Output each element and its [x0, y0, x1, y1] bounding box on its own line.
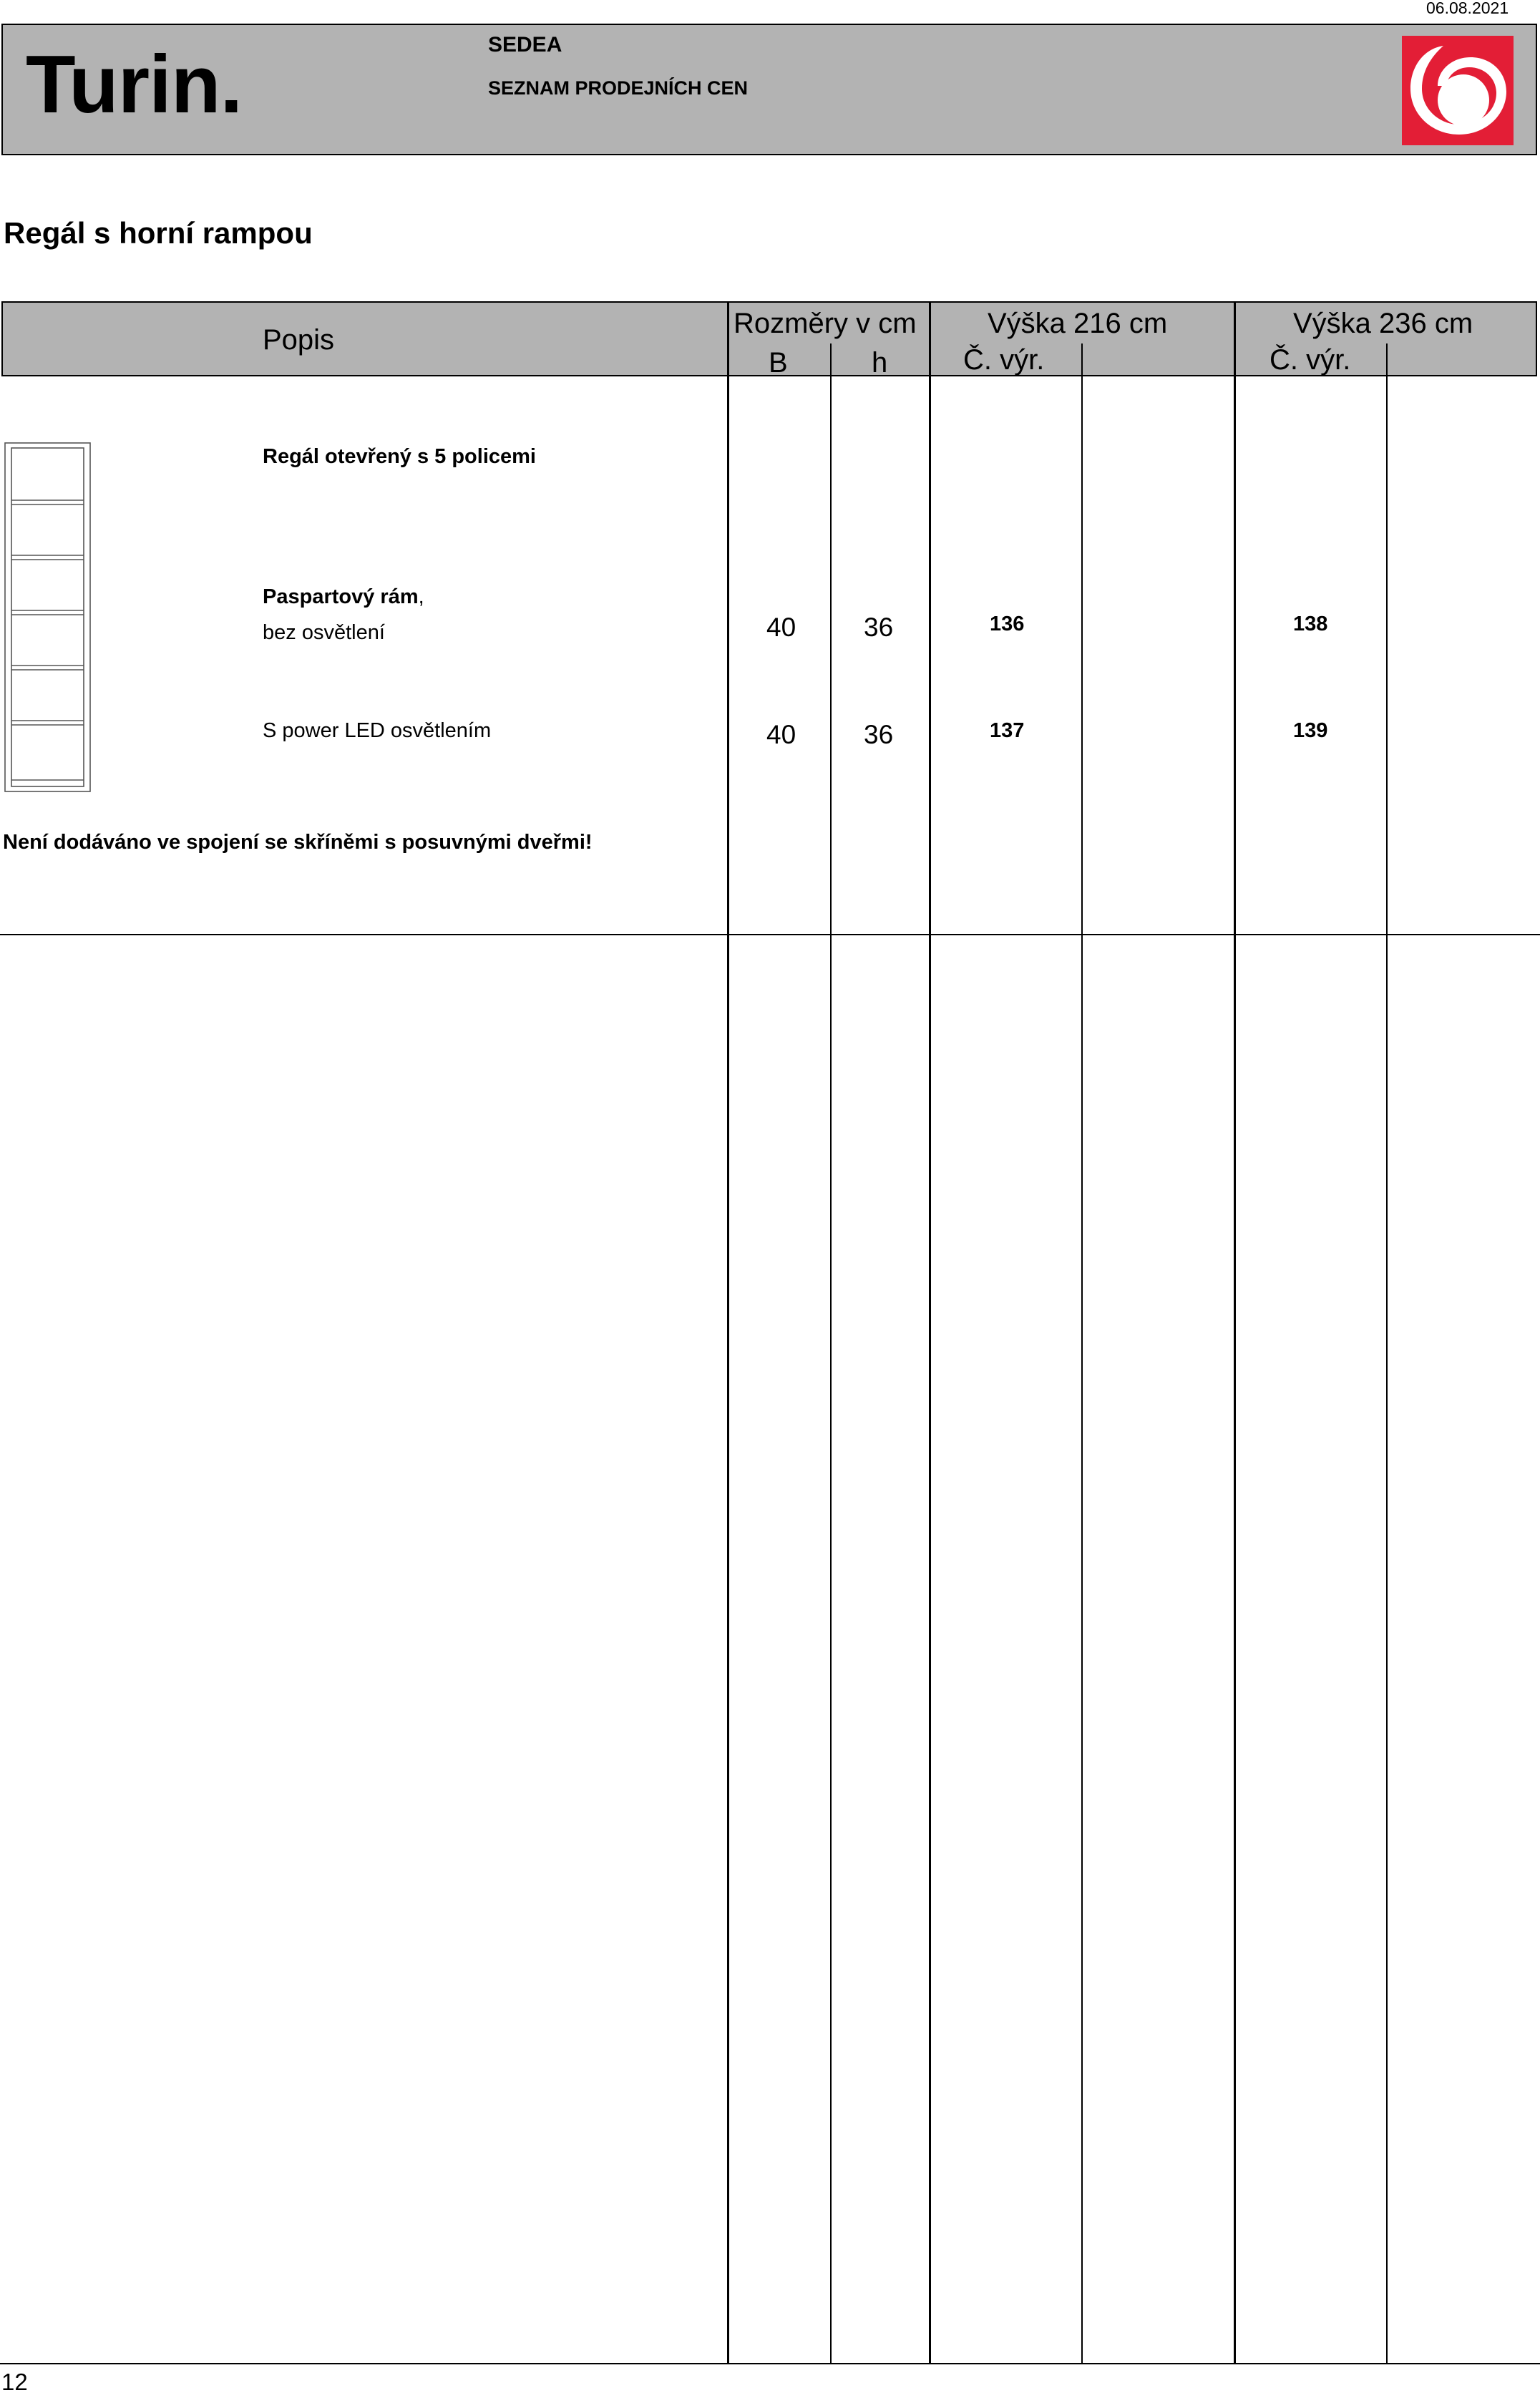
- col-divider: [1234, 301, 1236, 2364]
- variant-width: 40: [766, 720, 796, 749]
- col-header-height-236: Výška 236 cm: [1293, 308, 1473, 339]
- shelf-unit-drawing: [4, 442, 92, 793]
- col-header-description: Popis: [263, 324, 335, 356]
- variant-code-236: 139: [1293, 719, 1328, 742]
- variant-code-216: 136: [990, 613, 1025, 635]
- variant-width: 40: [766, 613, 796, 642]
- col-divider: [830, 343, 832, 2364]
- brand-logo-icon: [1402, 36, 1514, 145]
- col-header-code-216: Č. výr.: [963, 344, 1045, 376]
- brand-title: Turin.: [26, 39, 243, 130]
- price-list-subtitle: SEZNAM PRODEJNÍCH CEN: [488, 77, 749, 99]
- col-divider: [929, 301, 931, 2364]
- col-header-code-236: Č. výr.: [1269, 344, 1351, 376]
- col-divider: [1081, 343, 1083, 2364]
- variant-label: S power LED osvětlením: [263, 719, 492, 742]
- col-header-depth: h: [872, 347, 888, 379]
- frame-label-bold: Paspartový rám: [263, 585, 419, 608]
- variant-depth: 36: [864, 613, 894, 642]
- col-header-height-216: Výška 216 cm: [988, 308, 1168, 339]
- variant-depth: 36: [864, 720, 894, 749]
- col-header-width: B: [769, 347, 788, 379]
- table-bottom-line: [0, 2363, 1540, 2364]
- variant-code-216: 137: [990, 719, 1025, 742]
- product-name: Regál otevřený s 5 policemi: [263, 445, 536, 468]
- col-divider: [1386, 343, 1388, 2364]
- supplier-name: SEDEA: [488, 33, 562, 57]
- frame-label: [263, 585, 424, 609]
- page-number: 12: [1, 2369, 28, 2395]
- section-title: Regál s horní rampou: [4, 216, 313, 250]
- row-divider: [0, 934, 1540, 935]
- print-date: 06.08.2021: [1426, 0, 1509, 17]
- product-note: Není dodáváno ve spojení se skříněmi s posuvnými dveřmi!: [3, 831, 593, 854]
- variant-code-236: 138: [1293, 613, 1328, 635]
- frame-label-comma: ,: [418, 585, 424, 608]
- col-divider: [727, 301, 729, 2364]
- col-header-dimensions: Rozměry v cm: [734, 308, 917, 339]
- variant-label: bez osvětlení: [263, 621, 385, 644]
